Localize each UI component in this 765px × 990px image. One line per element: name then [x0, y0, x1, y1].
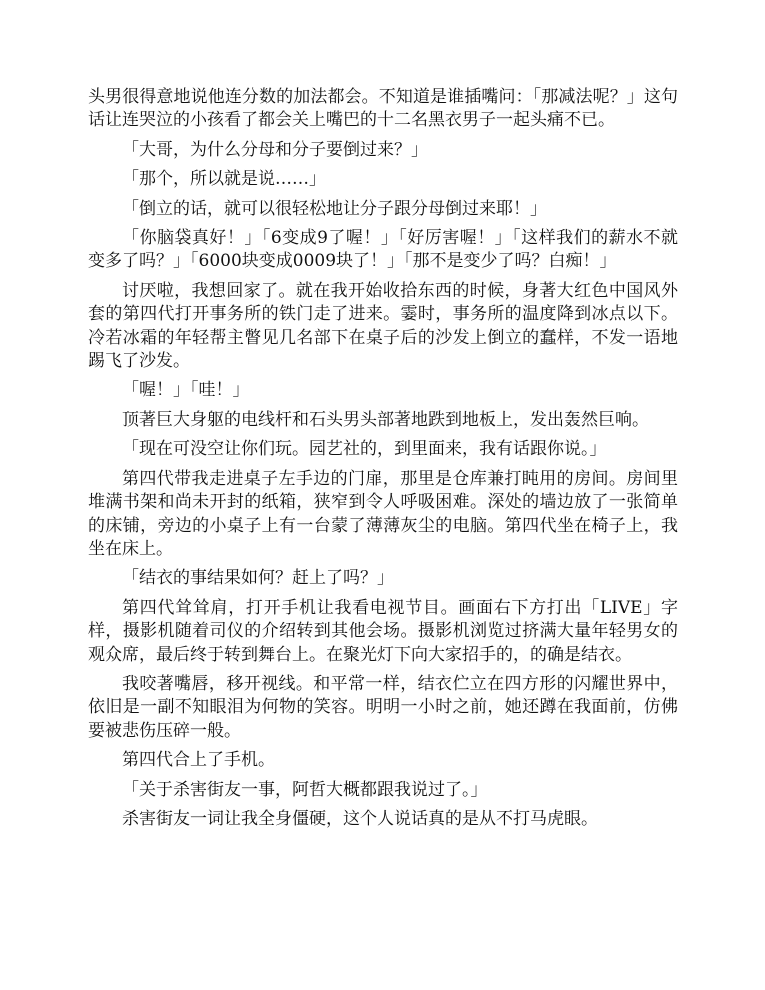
paragraph: 讨厌啦，我想回家了。就在我开始收拾东西的时候，身著大红色中国风外套的第四代打开事务所的铁门走了进来。霎时，事务所的温度降到冰点以下。冷若冰霜的年轻帮主瞥见几名部下在桌子后的沙发上倒立的蠢样，不发一语地踢飞了沙发。	[88, 280, 678, 372]
document-page	[88, 86, 678, 837]
paragraph: 「结衣的事结果如何？赶上了吗？」	[122, 568, 394, 589]
paragraph: 「大哥，为什么分母和分子要倒过来？」	[122, 139, 428, 160]
paragraph: 「那个，所以就是说……」	[122, 169, 326, 190]
paragraph: 第四代带我走进桌子左手边的门扉，那里是仓库兼打盹用的房间。房间里堆满书架和尚未开封的纸箱，狭窄到令人呼吸困难。深处的墙边放了一张简单的床铺，旁边的小桌子上有一台蒙了薄薄灰尘的电脑。第四代坐在椅子上，我坐在床上。	[88, 468, 678, 559]
paragraph: 第四代合上了手机。	[122, 750, 275, 771]
paragraph: 「现在可没空让你们玩。园艺社的，到里面来，我有话跟你说。」	[122, 439, 607, 460]
paragraph: 头男很得意地说他连分数的加法都会。不知道是谁插嘴问：「那减法呢？」这句话让连哭泣的小孩看了都会关上嘴巴的十二名黑衣男子一起头痛不已。	[88, 87, 678, 131]
paragraph: 杀害街友一词让我全身僵硬，这个人说话真的是从不打马虎眼。	[122, 808, 598, 829]
paragraph: 「喔！」「哇！」	[122, 380, 250, 401]
paragraph: 第四代耸耸肩，打开手机让我看电视节目。画面右下方打出「LIVE」字样，摄影机随着司仪的介绍转到其他会场。摄影机浏览过挤满大量年轻男女的观众席，最后终于转到舞台上。在聚光灯下向大家招手的，的确是结衣。	[88, 597, 678, 665]
paragraph: 「关于杀害街友一事，阿哲大概都跟我说过了。」	[122, 779, 488, 800]
paragraph: 顶著巨大身躯的电线杆和石头男头部著地跌到地板上，发出轰然巨响。	[122, 409, 649, 430]
paragraph: 「你脑袋真好！」「6变成9了喔！」「好厉害喔！」「这样我们的薪水不就变多了吗？」「6000块变成0009块了！」「那不是变少了吗？白痴！」	[88, 228, 678, 272]
paragraph: 「倒立的话，就可以很轻松地让分子跟分母倒过来耶！」	[122, 198, 547, 219]
paragraph: 我咬著嘴唇，移开视线。和平常一样，结衣伫立在四方形的闪耀世界中，依旧是一副不知眼泪为何物的笑容。明明一小时之前，她还蹲在我面前，仿佛要被悲伤压碎一般。	[88, 673, 678, 741]
